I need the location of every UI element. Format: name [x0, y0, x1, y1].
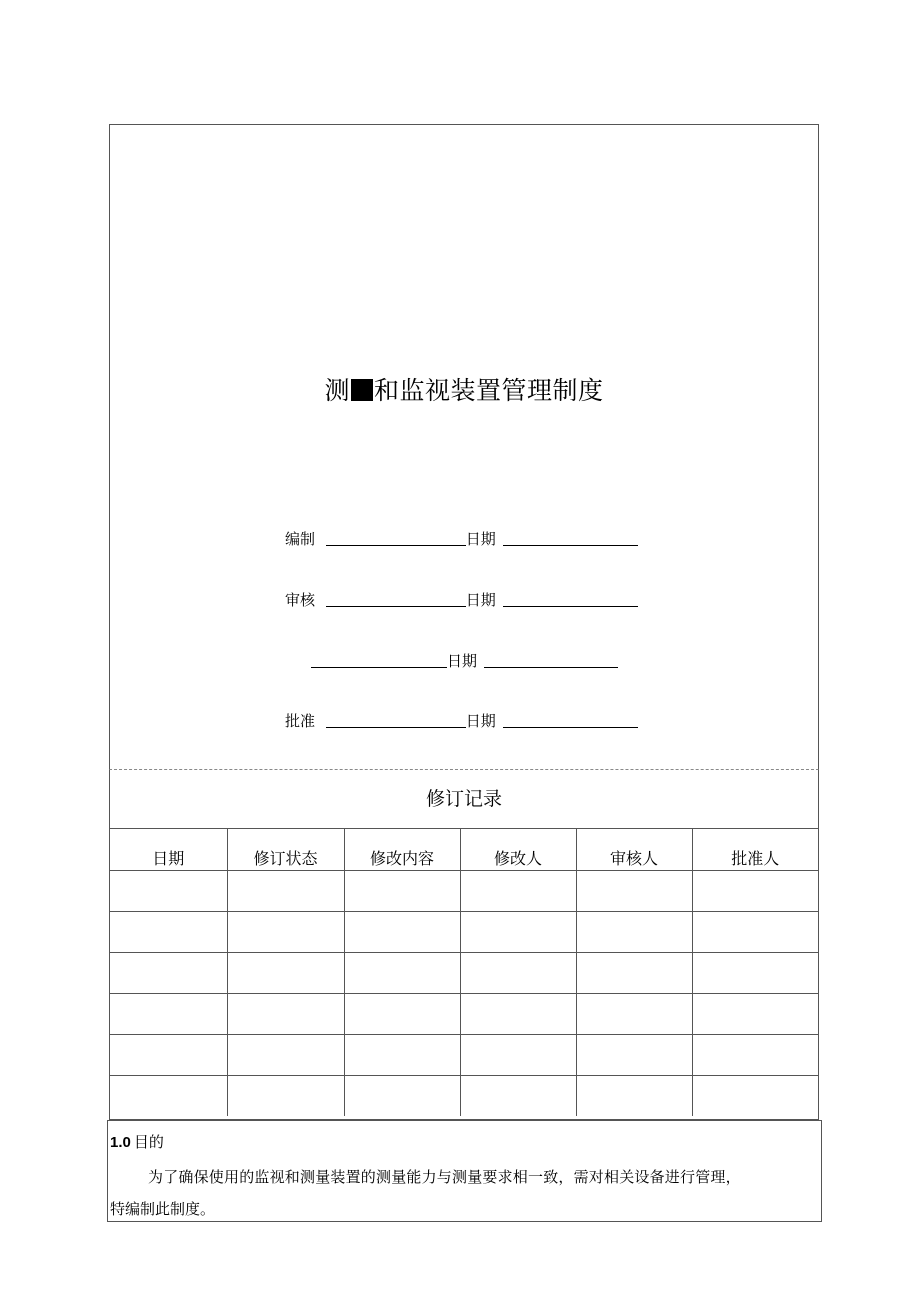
- table-cell[interactable]: [576, 871, 692, 912]
- table-row: [110, 1076, 818, 1117]
- table-cell[interactable]: [227, 1076, 344, 1117]
- table-cell[interactable]: [576, 1035, 692, 1076]
- redacted-square-icon: [351, 379, 373, 401]
- table-cell[interactable]: [110, 994, 227, 1035]
- table-cell[interactable]: [460, 871, 576, 912]
- table-row: [110, 912, 818, 953]
- table-cell[interactable]: [692, 871, 818, 912]
- sign-name-blank[interactable]: [326, 528, 466, 546]
- table-cell[interactable]: [692, 912, 818, 953]
- sign-row-unlabeled: [311, 650, 618, 672]
- table-cell[interactable]: [110, 912, 227, 953]
- header-change-content: 修改内容: [344, 829, 460, 871]
- date-blank[interactable]: [503, 589, 638, 607]
- section-heading: [110, 1131, 164, 1152]
- header-date: 日期: [110, 829, 227, 871]
- table-cell[interactable]: [344, 871, 460, 912]
- date-blank[interactable]: [503, 710, 638, 728]
- sign-name-blank[interactable]: [326, 710, 466, 728]
- table-cell[interactable]: [692, 1035, 818, 1076]
- table-row: [110, 994, 818, 1035]
- table-cell[interactable]: [460, 953, 576, 994]
- table-row: [110, 871, 818, 912]
- sign-name-blank[interactable]: [311, 650, 447, 668]
- revision-table: [110, 829, 818, 1116]
- table-cell[interactable]: [692, 953, 818, 994]
- table-cell[interactable]: [460, 994, 576, 1035]
- revision-title: 修订记录: [110, 770, 818, 829]
- table-cell[interactable]: [227, 953, 344, 994]
- table-cell[interactable]: [344, 1076, 460, 1117]
- purpose-paragraph-line2: 特编制此制度。: [110, 1200, 216, 1218]
- table-cell[interactable]: [344, 953, 460, 994]
- document-title: [110, 371, 818, 407]
- table-cell[interactable]: [110, 871, 227, 912]
- sign-label: 编制: [285, 530, 316, 548]
- table-cell[interactable]: [576, 912, 692, 953]
- table-cell[interactable]: [460, 1035, 576, 1076]
- table-cell[interactable]: [227, 871, 344, 912]
- table-cell[interactable]: [460, 1076, 576, 1117]
- table-cell[interactable]: [692, 1076, 818, 1117]
- header-reviewer: 审核人: [576, 829, 692, 871]
- table-cell[interactable]: [110, 1035, 227, 1076]
- date-blank[interactable]: [484, 650, 618, 668]
- header-modifier: 修改人: [460, 829, 576, 871]
- sign-label: 审核: [285, 591, 316, 609]
- table-cell[interactable]: [576, 1076, 692, 1117]
- table-cell[interactable]: [344, 994, 460, 1035]
- table-cell[interactable]: [110, 953, 227, 994]
- table-cell[interactable]: [227, 994, 344, 1035]
- table-cell[interactable]: [692, 994, 818, 1035]
- sign-row-review: [285, 589, 638, 611]
- section-number: 1.0: [110, 1134, 131, 1151]
- date-label: 日期: [447, 652, 478, 670]
- table-cell[interactable]: [344, 1035, 460, 1076]
- date-label: 日期: [465, 712, 496, 730]
- title-text-part2: 和监视装置管理制度: [374, 376, 604, 405]
- section-title: 目的: [133, 1133, 164, 1151]
- sign-label: 批准: [285, 712, 316, 730]
- section-purpose: [107, 1120, 822, 1222]
- sign-row-compile: [285, 528, 638, 550]
- table-cell[interactable]: [227, 1035, 344, 1076]
- table-cell[interactable]: [460, 912, 576, 953]
- table-cell[interactable]: [576, 994, 692, 1035]
- table-cell[interactable]: [344, 912, 460, 953]
- table-cell[interactable]: [576, 953, 692, 994]
- sign-row-approve: [285, 710, 638, 732]
- revision-record: [109, 769, 819, 1120]
- table-cell[interactable]: [110, 1076, 227, 1117]
- header-revision-status: 修订状态: [227, 829, 344, 871]
- header-approver: 批准人: [692, 829, 818, 871]
- date-label: 日期: [465, 591, 496, 609]
- table-row: [110, 1035, 818, 1076]
- cover-block: [109, 124, 819, 769]
- title-text-part1: 测: [324, 376, 350, 405]
- sign-name-blank[interactable]: [326, 589, 466, 607]
- purpose-paragraph-line1: 为了确保使用的监视和测量装置的测量能力与测量要求相一致，需对相关设备进行管理，: [148, 1168, 741, 1186]
- date-blank[interactable]: [503, 528, 638, 546]
- table-header-row: [110, 829, 818, 871]
- table-row: [110, 953, 818, 994]
- date-label: 日期: [465, 530, 496, 548]
- table-cell[interactable]: [227, 912, 344, 953]
